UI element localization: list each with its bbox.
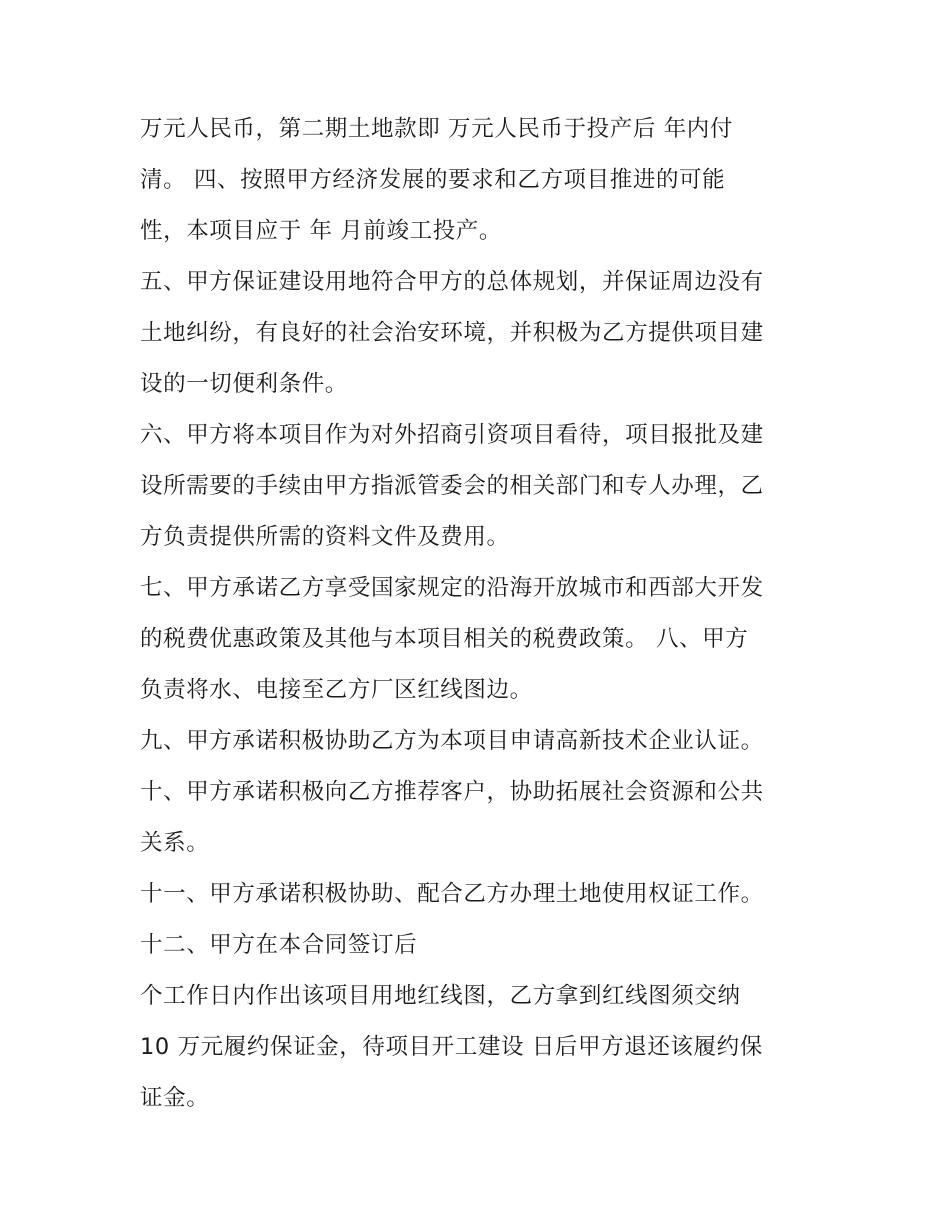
text-line: 方负责提供所需的资料文件及费用。 — [140, 524, 510, 550]
text-line: 设的一切便利条件。 — [140, 371, 348, 397]
text-line: 七、甲方承诺乙方享受国家规定的沿海开放城市和西部大开发 — [140, 575, 764, 601]
text-line: 负责将水、电接至乙方厂区红线图边。 — [140, 677, 533, 703]
text-line: 性，本项目应于 年 月前竣工投产。 — [140, 218, 503, 244]
text-line: 五、甲方保证建设用地符合甲方的总体规划，并保证周边没有 — [140, 269, 764, 295]
text-line: 的税费优惠政策及其他与本项目相关的税费政策。 八、甲方 — [140, 626, 749, 652]
text-line: 十一、甲方承诺积极协助、配合乙方办理土地使用权证工作。 — [140, 881, 764, 907]
text-line: 九、甲方承诺积极协助乙方为本项目申请高新技术企业认证。 — [140, 728, 764, 754]
text-line: 设所需要的手续由甲方指派管委会的相关部门和专人办理，乙 — [140, 473, 764, 499]
text-line: 关系。 — [140, 830, 210, 856]
contract-text-body — [140, 108, 830, 1128]
text-line: 10 万元履约保证金，待项目开工建设 日后甲方退还该履约保 — [140, 1034, 763, 1060]
text-line: 个工作日内作出该项目用地红线图，乙方拿到红线图须交纳 — [140, 983, 741, 1009]
text-line: 十二、甲方在本合同签订后 — [140, 932, 418, 958]
text-line: 六、甲方将本项目作为对外招商引资项目看待，项目报批及建 — [140, 422, 764, 448]
text-line: 土地纠纷，有良好的社会治安环境，并积极为乙方提供项目建 — [140, 320, 764, 346]
text-line: 证金。 — [140, 1085, 210, 1111]
text-line: 十、甲方承诺积极向乙方推荐客户，协助拓展社会资源和公共 — [140, 779, 764, 805]
text-line: 清。 四、按照甲方经济发展的要求和乙方项目推进的可能 — [140, 167, 726, 193]
text-line: 万元人民币，第二期土地款即 万元人民币于投产后 年内付 — [140, 116, 734, 142]
